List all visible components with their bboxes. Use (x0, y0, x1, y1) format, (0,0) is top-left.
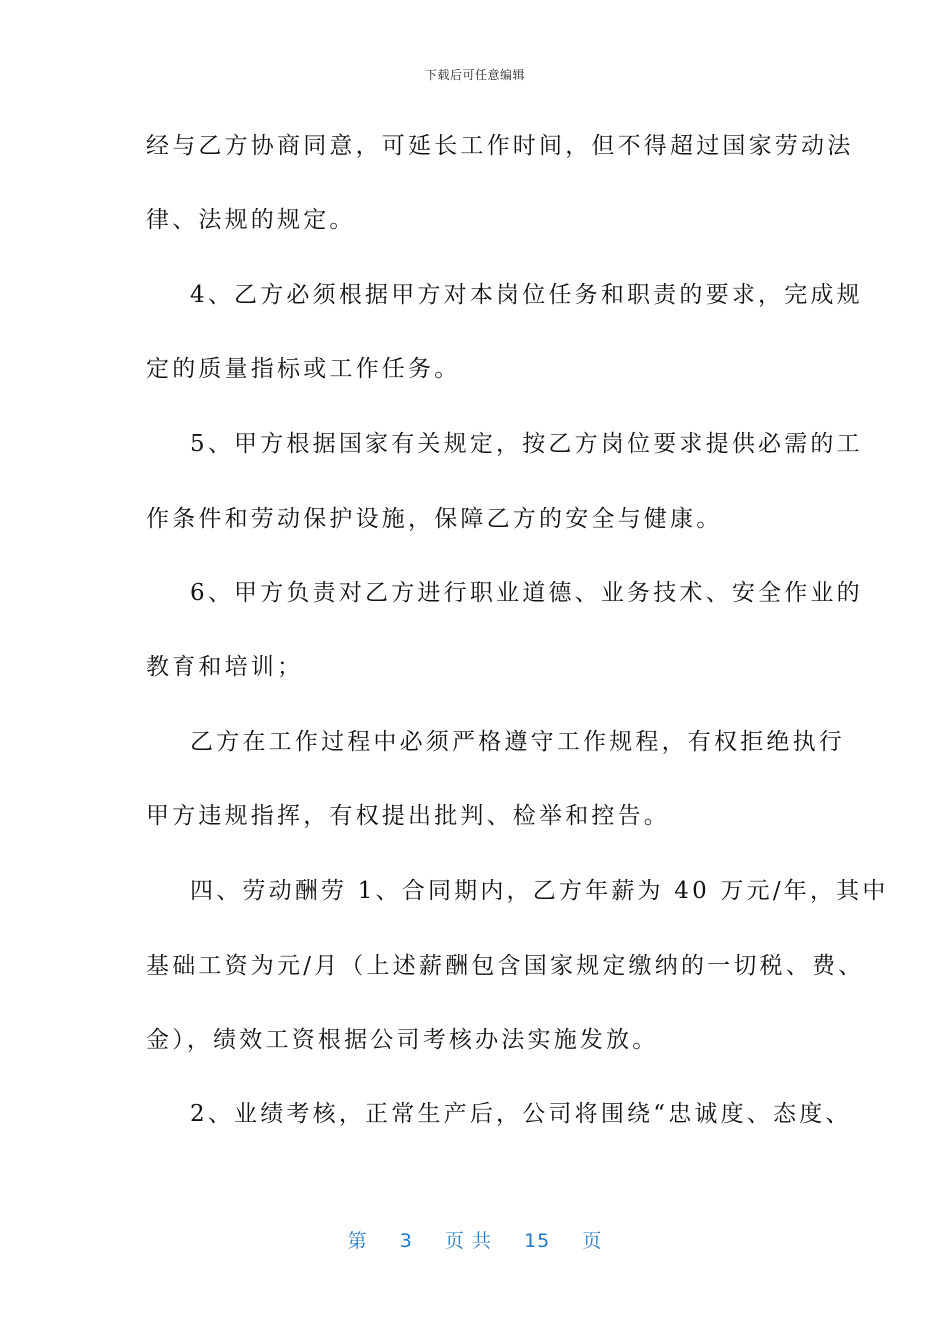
body-line-7: 6、甲方负责对乙方进行职业道德、业务技术、安全作业的 (190, 580, 863, 606)
body-line-12: 基础工资为元/月（上述薪酬包含国家规定缴纳的一切税、费、 (146, 953, 865, 979)
body-line-10: 甲方违规指挥，有权提出批判、检举和控告。 (146, 803, 670, 829)
body-line-11: 四、劳动酬劳 1、合同期内，乙方年薪为 40 万元/年，其中 (190, 878, 889, 904)
page-middle-text: 页 共 (444, 1230, 492, 1252)
body-line-13: 金），绩效工资根据公司考核办法实施发放。 (146, 1027, 659, 1053)
body-line-3: 4、乙方必须根据甲方对本岗位任务和职责的要求，完成规 (190, 282, 863, 308)
header-note: 下载后可任意编辑 (424, 68, 525, 82)
body-line-14: 2、业绩考核，正常生产后，公司将围绕“忠诚度、态度、 (190, 1101, 852, 1127)
current-page-number: 3 (399, 1230, 413, 1252)
body-line-4: 定的质量指标或工作任务。 (146, 356, 461, 382)
page-suffix: 页 (582, 1230, 603, 1252)
body-line-8: 教育和培训； (146, 654, 304, 680)
body-line-9: 乙方在工作过程中必须严格遵守工作规程，有权拒绝执行 (190, 729, 845, 755)
total-pages-number: 15 (524, 1230, 551, 1252)
body-line-5: 5、甲方根据国家有关规定，按乙方岗位要求提供必需的工 (190, 431, 863, 457)
body-line-1: 经与乙方协商同意，可延长工作时间，但不得超过国家劳动法 (146, 133, 854, 159)
page-prefix: 第 (347, 1230, 368, 1252)
body-line-2: 律、法规的规定。 (146, 207, 356, 233)
body-line-6: 作条件和劳动保护设施，保障乙方的安全与健康。 (146, 506, 723, 532)
page-footer (0, 1226, 950, 1253)
